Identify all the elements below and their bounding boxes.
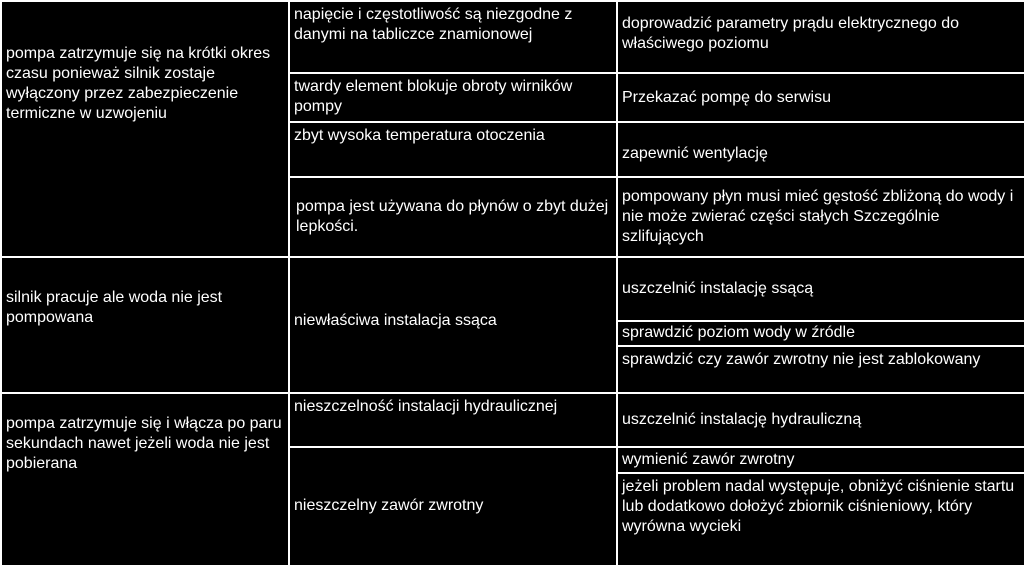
remedy-text: Przekazać pompę do serwisu <box>622 88 831 106</box>
cause-text: pompa jest używana do płynów o zbyt dużej lepkości. <box>296 197 609 235</box>
cause-cell <box>289 257 617 394</box>
cause-cell <box>289 73 617 122</box>
cause-text: twardy element blokuje obroty wirników pompy <box>294 78 573 116</box>
cause-text: nieszczelność instalacji hydraulicznej <box>294 398 558 416</box>
cause-text: nieszczelny zawór zwrotny <box>294 497 484 515</box>
remedy-cell <box>617 177 1024 257</box>
remedy-text: uszczelnić instalację hydrauliczną <box>622 411 862 429</box>
symptom-cell <box>1 393 289 566</box>
remedy-cell <box>617 346 1024 394</box>
cause-text: zbyt wysoka temperatura otoczenia <box>294 127 545 145</box>
remedy-cell <box>617 122 1024 177</box>
remedy-text: jeżeli problem nadal występuje, obniżyć ciśnienie startu lub dodatkowo dołożyć zbiornik ciśnieniowy, który wyrówna wycieki <box>622 477 1015 535</box>
remedy-cell <box>617 73 1024 122</box>
cause-text: napięcie i częstotliwość są niezgodne z danymi na tabliczce znamionowej <box>294 6 573 43</box>
remedy-cell <box>617 473 1024 566</box>
symptom-cell <box>1 257 289 394</box>
remedy-text: doprowadzić parametry prądu elektrycznego do właściwego poziomu <box>622 15 960 52</box>
cause-cell <box>289 122 617 177</box>
symptom-text: silnik pracuje ale woda nie jest pompowana <box>6 288 223 326</box>
remedy-text: sprawdzić poziom wody w źródle <box>622 324 855 342</box>
remedy-text: zapewnić wentylację <box>622 144 768 162</box>
remedy-cell <box>617 1 1024 73</box>
cause-cell <box>289 447 617 566</box>
cause-cell <box>289 1 617 73</box>
remedy-text: wymienić zawór zwrotny <box>622 450 795 468</box>
remedy-text: pompowany płyn musi mieć gęstość zbliżoną do wody i nie może zwierać części stałych Szczególnie szlifujących <box>622 187 1014 245</box>
table-row <box>1 257 1024 321</box>
remedy-cell <box>617 447 1024 473</box>
symptom-text: pompa zatrzymuje się na krótki okres czasu ponieważ silnik zostaje wyłączony przez zabezpieczenie termiczne w uzwojeniu <box>6 45 271 122</box>
remedy-text: sprawdzić czy zawór zwrotny nie jest zablokowany <box>622 350 981 368</box>
table-row <box>1 1 1024 73</box>
remedy-cell <box>617 393 1024 447</box>
cause-cell <box>289 393 617 447</box>
cause-cell <box>289 177 617 257</box>
symptom-text: pompa zatrzymuje się i włącza po paru sekundach nawet jeżeli woda nie jest pobierana <box>6 415 282 473</box>
remedy-text: uszczelnić instalację ssącą <box>622 279 814 297</box>
symptom-cell <box>1 1 289 257</box>
remedy-cell <box>617 321 1024 346</box>
remedy-cell <box>617 257 1024 321</box>
table-row <box>1 393 1024 447</box>
cause-text: niewłaściwa instalacja ssąca <box>294 311 497 329</box>
